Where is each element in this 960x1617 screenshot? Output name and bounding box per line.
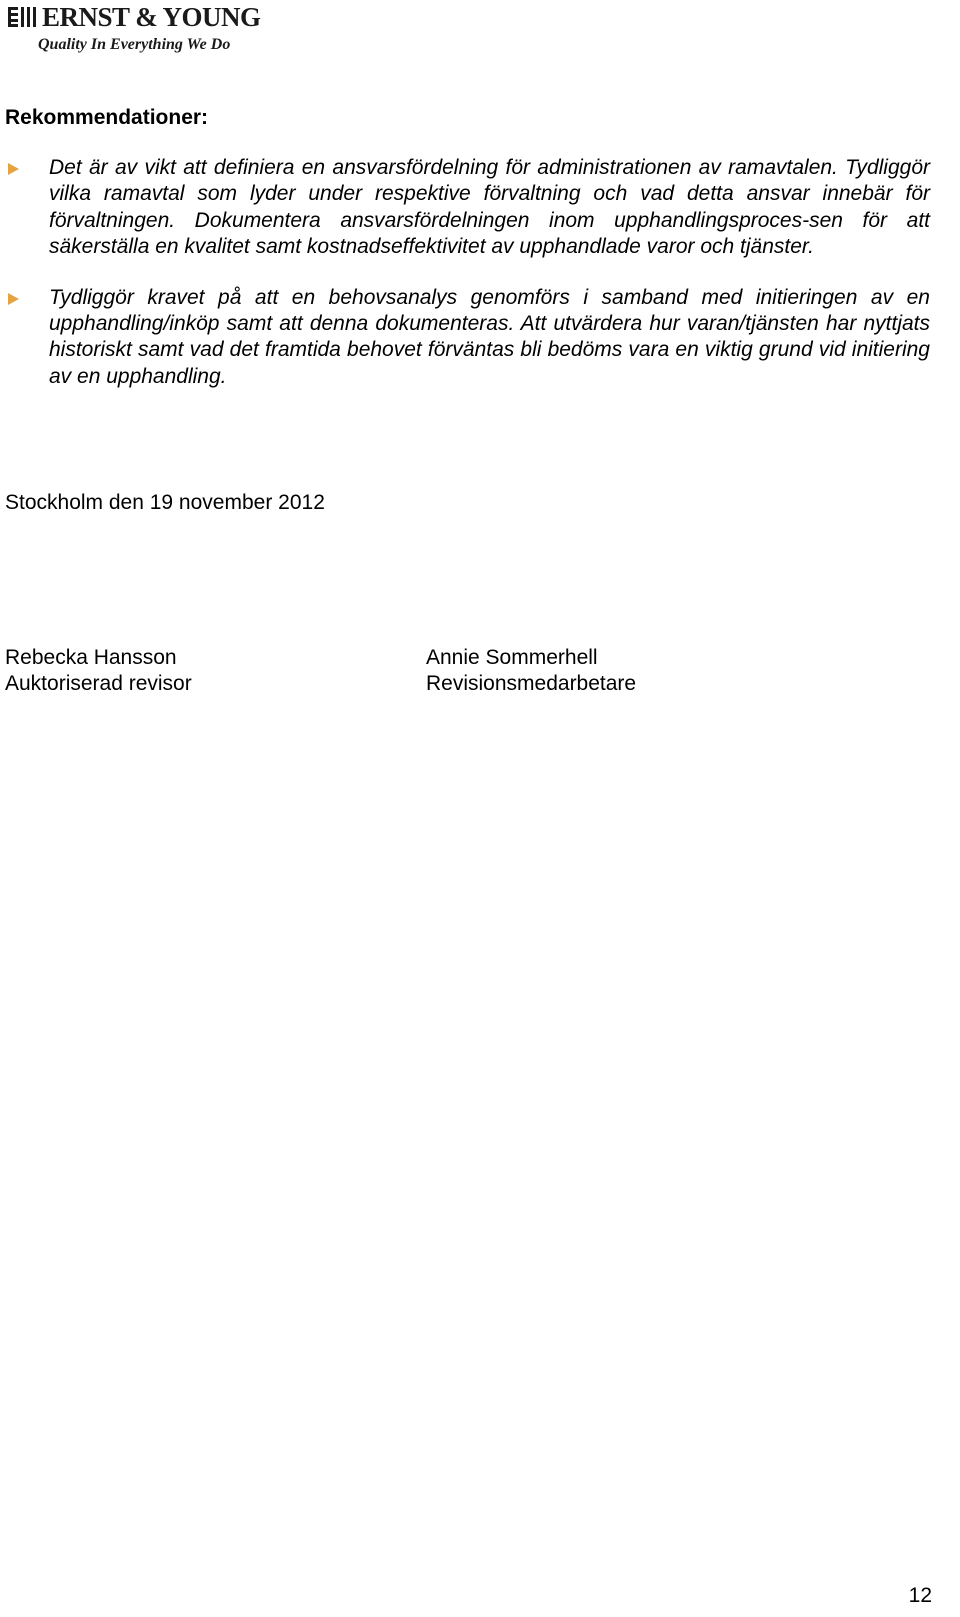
list-item xyxy=(0,155,930,261)
signatory-name: Rebecka Hansson xyxy=(5,646,177,669)
triangle-bullet-icon xyxy=(8,163,19,175)
page-number: 12 xyxy=(908,1584,932,1607)
logo-tagline: Quality In Everything We Do xyxy=(38,36,231,53)
company-logo xyxy=(8,2,261,58)
section-heading: Rekommendationer: xyxy=(5,106,209,129)
ey-logo-mark-icon xyxy=(8,5,38,29)
list-item-text: Tydliggör kravet på att en behovsanalys genomförs i samband med initieringen av en upphandling/inköp samt att denna dokumenteras. Att utvärdera hur varan/tjänsten har nyttjats historiskt samt vad det framtida behovet förväntas bli bedöms vara en viktig grund vid initiering av en upphandling. xyxy=(49,285,930,388)
list-item-text: Det är av vikt att definiera en ansvarsfördelning för administrationen av ramavtalen. Tydliggör vilka ramavtal som lyder under respektive förvaltning och vad detta ansvar innebär för förvaltningen. Dokumentera ansvarsfördelningen inom upphandlingsproces-sen för att säkerställa en kvalitet samt kostnadseffektivitet av upphandlade varor och tjänster. xyxy=(49,156,930,259)
recommendation-list xyxy=(0,155,930,414)
signatory-title: Revisionsmedarbetare xyxy=(426,672,637,696)
signatory-name: Annie Sommerhell xyxy=(426,646,598,669)
dateline: Stockholm den 19 november 2012 xyxy=(5,491,325,514)
triangle-bullet-icon xyxy=(8,293,19,305)
signatory-block xyxy=(5,645,192,698)
signatory-title: Auktoriserad revisor xyxy=(5,672,192,696)
signatory-block xyxy=(426,645,636,698)
list-item xyxy=(0,285,930,391)
logo-brand-text: ERNST & YOUNG xyxy=(42,2,261,32)
